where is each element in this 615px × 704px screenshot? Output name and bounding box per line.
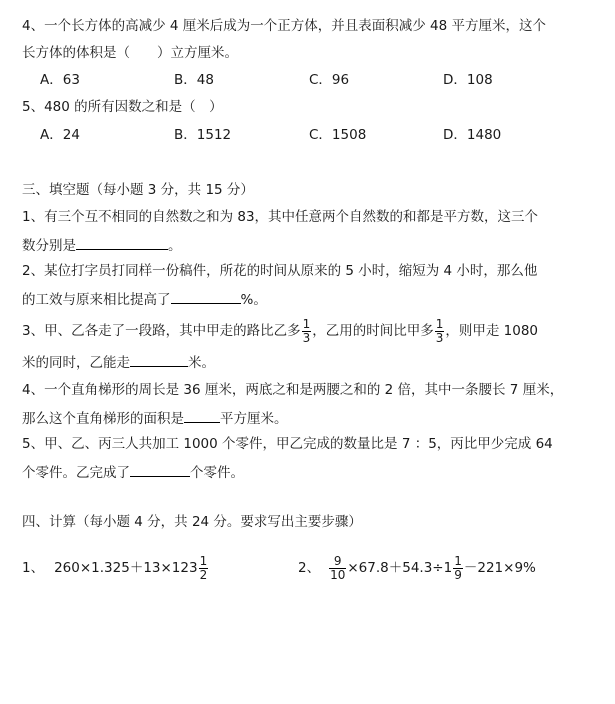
fill5-end: 个零件。 — [190, 465, 244, 481]
q5-option-d: D．1480 — [443, 127, 502, 143]
fill2-line2 — [22, 288, 267, 310]
fill3-text-2: ，乙用的时间比甲多 — [312, 323, 434, 339]
fill3-fraction-2-denominator: 3 — [435, 330, 444, 345]
q4-line1: 4、一个长方体的高减少 4 厘米后成为一个正方体，并且表面积减少 48 平方厘米，这个 — [22, 18, 547, 34]
calc1-expression: 260×1.325＋13×123 — [54, 560, 198, 576]
calc2-fraction-1-numerator: 9 — [329, 555, 346, 569]
calc1-fraction-numerator: 1 — [199, 553, 208, 568]
q4-option-b: B．48 — [174, 72, 214, 88]
calc2-label: 2、 — [298, 560, 321, 576]
q4-option-d: D．108 — [443, 72, 493, 88]
fill5-line2 — [22, 461, 244, 483]
q5-option-b: B．1512 — [174, 127, 232, 143]
fill4-line2 — [22, 407, 288, 429]
q5-option-c: C．1508 — [309, 127, 367, 143]
fill3-fraction-2 — [435, 318, 445, 345]
fill4-end: 平方厘米。 — [220, 411, 288, 427]
calc2-fraction-2-denominator: 9 — [454, 567, 462, 582]
section4-title: 四、计算（每小题 4 分，共 24 分。要求写出主要步骤） — [22, 514, 362, 530]
calc2-fraction-2 — [453, 555, 463, 582]
q4-option-a: A．63 — [40, 72, 80, 88]
calc1-label: 1、 — [22, 560, 45, 576]
calc2-fraction-1-denominator: 10 — [330, 567, 346, 582]
fill3-text-3: ，则甲走 1080 — [445, 323, 539, 339]
fill3-end: 米。 — [188, 355, 215, 371]
section3-title: 三、填空题（每小题 3 分，共 15 分） — [22, 182, 254, 198]
calc2 — [298, 553, 536, 583]
fill1-answer-blank[interactable] — [76, 234, 168, 250]
calc1 — [22, 553, 209, 583]
fill4-text: 那么这个直角梯形的面积是 — [22, 411, 184, 427]
q5-line1: 5、480 的所有因数之和是（ ） — [22, 99, 223, 115]
calc2-expression-end: －221×9% — [463, 560, 536, 576]
fill3-text-4: 米的同时，乙能走 — [22, 355, 130, 371]
fill2-text: 的工效与原来相比提高了 — [22, 292, 171, 308]
fill1-line1: 1、有三个互不相同的自然数之和为 83，其中任意两个自然数的和都是平方数，这三个 — [22, 209, 539, 225]
fill2-answer-blank[interactable] — [171, 288, 241, 304]
fill2-line1: 2、某位打字员打同样一份稿件，所花的时间从原来的 5 小时，缩短为 4 小时，那么他 — [22, 263, 538, 279]
fill3-fraction-1-numerator: 1 — [302, 316, 311, 331]
fill4-line1: 4、一个直角梯形的周长是 36 厘米，两底之和是两腰之和的 2 倍，其中一条腰长 7 厘米， — [22, 382, 564, 398]
calc1-fraction — [199, 555, 209, 582]
fill5-text: 个零件。乙完成了 — [22, 465, 130, 481]
fill5-line1: 5、甲、乙、丙三人共加工 1000 个零件，甲乙完成的数量比是 7 ：5，丙比甲少完成 64 — [22, 436, 553, 452]
fill3-fraction-1 — [302, 318, 312, 345]
q4-option-c: C．96 — [309, 72, 350, 88]
fill1-line2 — [22, 234, 182, 256]
fill2-end: %。 — [240, 292, 267, 308]
calc2-expression-mid: ×67.8＋54.3÷1 — [347, 560, 453, 576]
fill3-answer-blank[interactable] — [130, 351, 188, 367]
calc1-fraction-denominator: 2 — [199, 567, 208, 582]
fill5-answer-blank[interactable] — [130, 461, 190, 477]
fill4-answer-blank[interactable] — [184, 407, 220, 423]
fill3-line1 — [22, 316, 538, 346]
fill3-line2 — [22, 351, 215, 373]
fill3-fraction-1-denominator: 3 — [302, 330, 311, 345]
q4-line2: 长方体的体积是（ ）立方厘米。 — [22, 45, 238, 61]
fill3-fraction-2-numerator: 1 — [435, 316, 444, 331]
calc2-fraction-1 — [329, 555, 346, 582]
fill3-text-1: 3、甲、乙各走了一段路，其中甲走的路比乙多 — [22, 323, 301, 339]
fill1-text: 数分别是 — [22, 238, 76, 254]
q5-option-a: A．24 — [40, 127, 80, 143]
fill1-end: 。 — [168, 238, 182, 254]
calc2-fraction-2-numerator: 1 — [454, 553, 462, 568]
